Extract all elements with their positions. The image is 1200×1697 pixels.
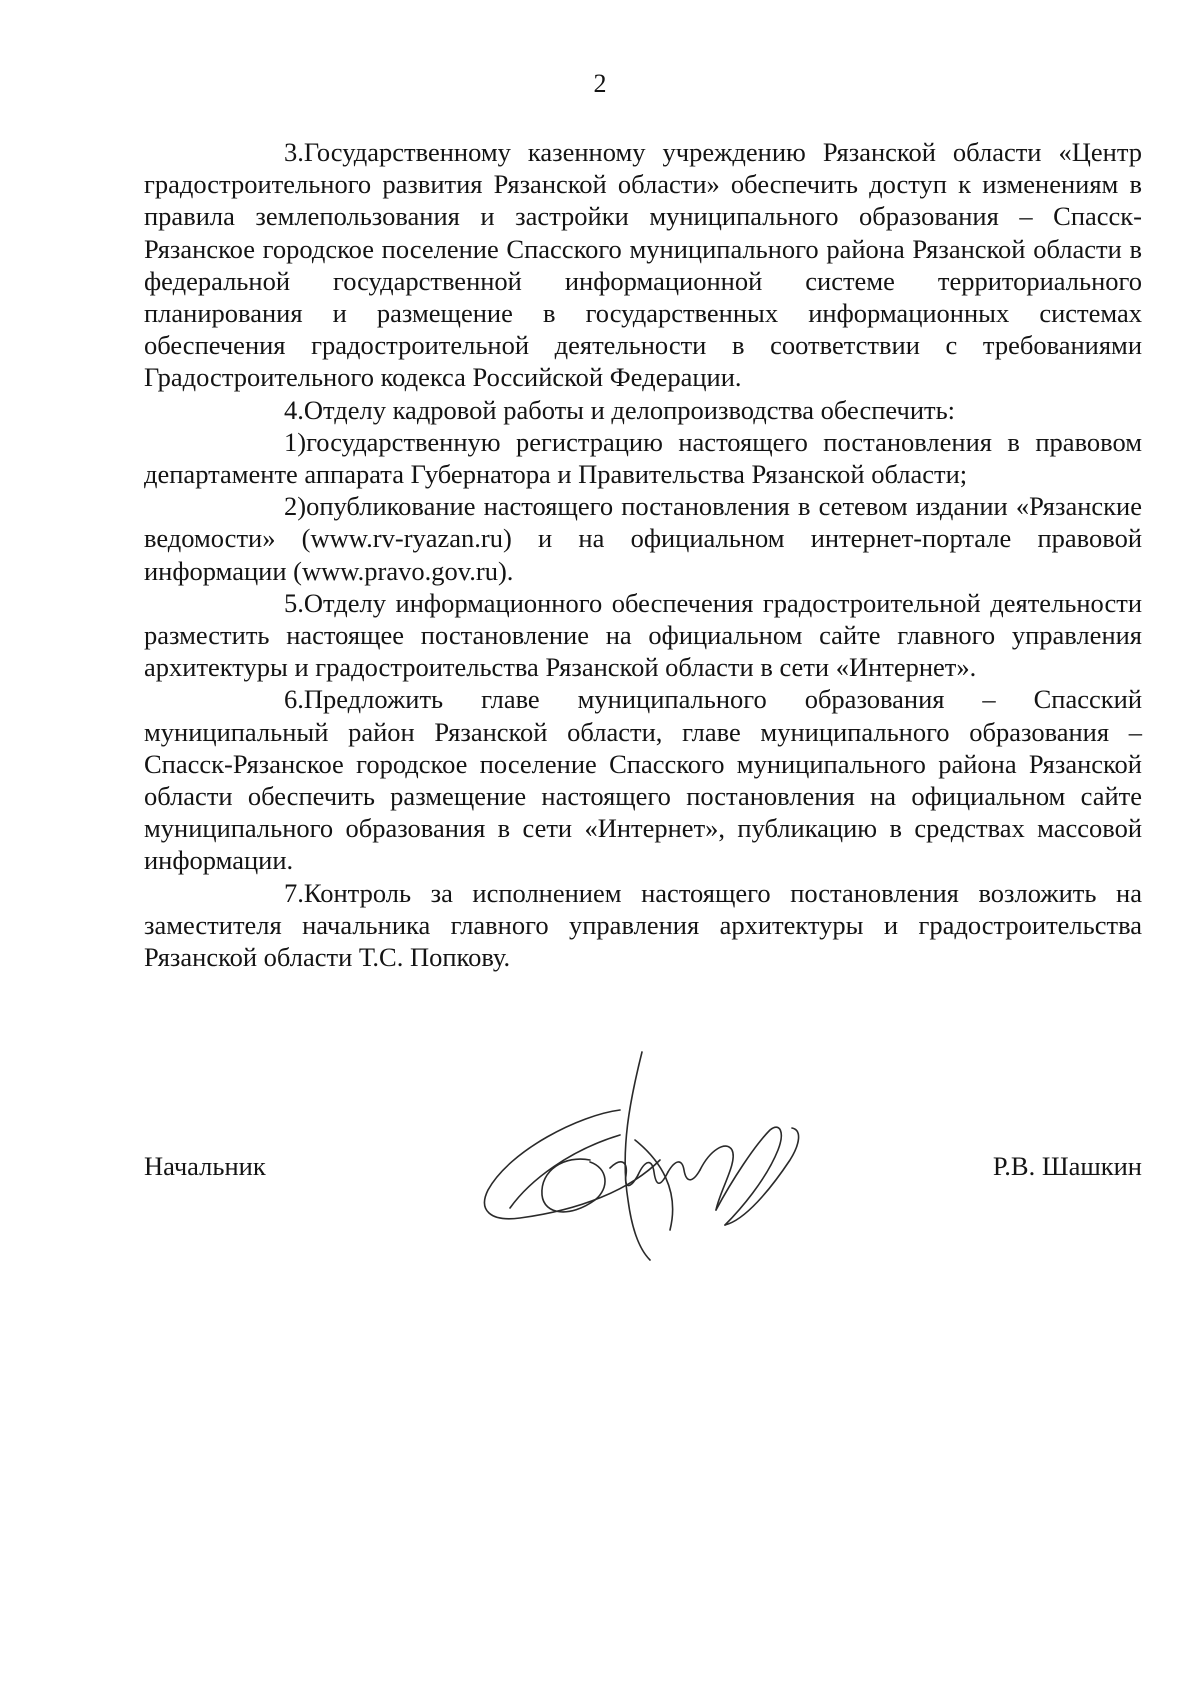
page-number: 2 <box>593 69 607 98</box>
paragraph-text: государственную регистрацию настоящего постановления в правовом департаменте аппарата Губернатора и Правительства Рязанской области; <box>144 426 1142 490</box>
signature-block <box>144 1150 1142 1190</box>
paragraph-7 <box>144 877 1142 974</box>
paragraph-3 <box>144 136 1142 394</box>
paragraph-4-2 <box>144 490 1142 587</box>
signatory-position: Начальник <box>144 1151 266 1181</box>
paragraph-4-1 <box>144 426 1142 490</box>
paragraph-text: Отделу информационного обеспечения градостроительной деятельности разместить настоящее постановление на официальном сайте главного управления архитектуры и градостроительства Рязанской области в сети «Интернет». <box>144 587 1142 683</box>
paragraph-number: 7. <box>284 877 304 908</box>
paragraph-number: 5. <box>284 587 304 618</box>
paragraph-4 <box>144 394 1142 426</box>
paragraph-text: опубликование настоящего постановления в сетевом издании «Рязанские ведомости» (www.rv-ryazan.ru) и на официальном интернет-портале правовой информации (www.pravo.gov.ru). <box>144 491 1142 586</box>
paragraph-text: Предложить главе муниципального образования – Спасский муниципальный район Рязанской области, главе муниципального образования – Спасск-Рязанское городское поселение Спасского муниципального района Рязанской области обеспечить размещение настоящего постановления на официальном сайте муниципального образования в сети «Интернет», публикацию в средствах массовой информации. <box>144 684 1142 876</box>
paragraph-number: 4. <box>284 394 304 425</box>
document-body <box>144 136 1142 973</box>
paragraph-number: 6. <box>284 684 304 715</box>
paragraph-number: 1) <box>284 426 307 457</box>
paragraph-number: 2) <box>284 491 307 522</box>
signatory-name: Р.В. Шашкин <box>992 1151 1142 1181</box>
paragraph-6 <box>144 683 1142 876</box>
paragraph-text: Отделу кадровой работы и делопроизводства обеспечить: <box>303 394 956 425</box>
paragraph-number: 3. <box>284 137 304 167</box>
paragraph-text: Государственному казенному учреждению Рязанской области «Центр градостроительного развития Рязанской области» обеспечить доступ к изменениям в правила землепользования и застройки муниципального образования – Спасск-Рязанское городское поселение Спасского муниципального района Рязанской области в федеральной государственной информационной системе территориального планирования и размещение в государственных информационных системах обеспечения градостроительной деятельности в соответствии с требованиями Градостроительного кодекса Российской Федерации. <box>144 137 1142 393</box>
paragraph-5 <box>144 587 1142 684</box>
paragraph-text: Контроль за исполнением настоящего постановления возложить на заместителя начальника главного управления архитектуры и градостроительства Рязанской области Т.С. Попкову. <box>144 877 1142 973</box>
